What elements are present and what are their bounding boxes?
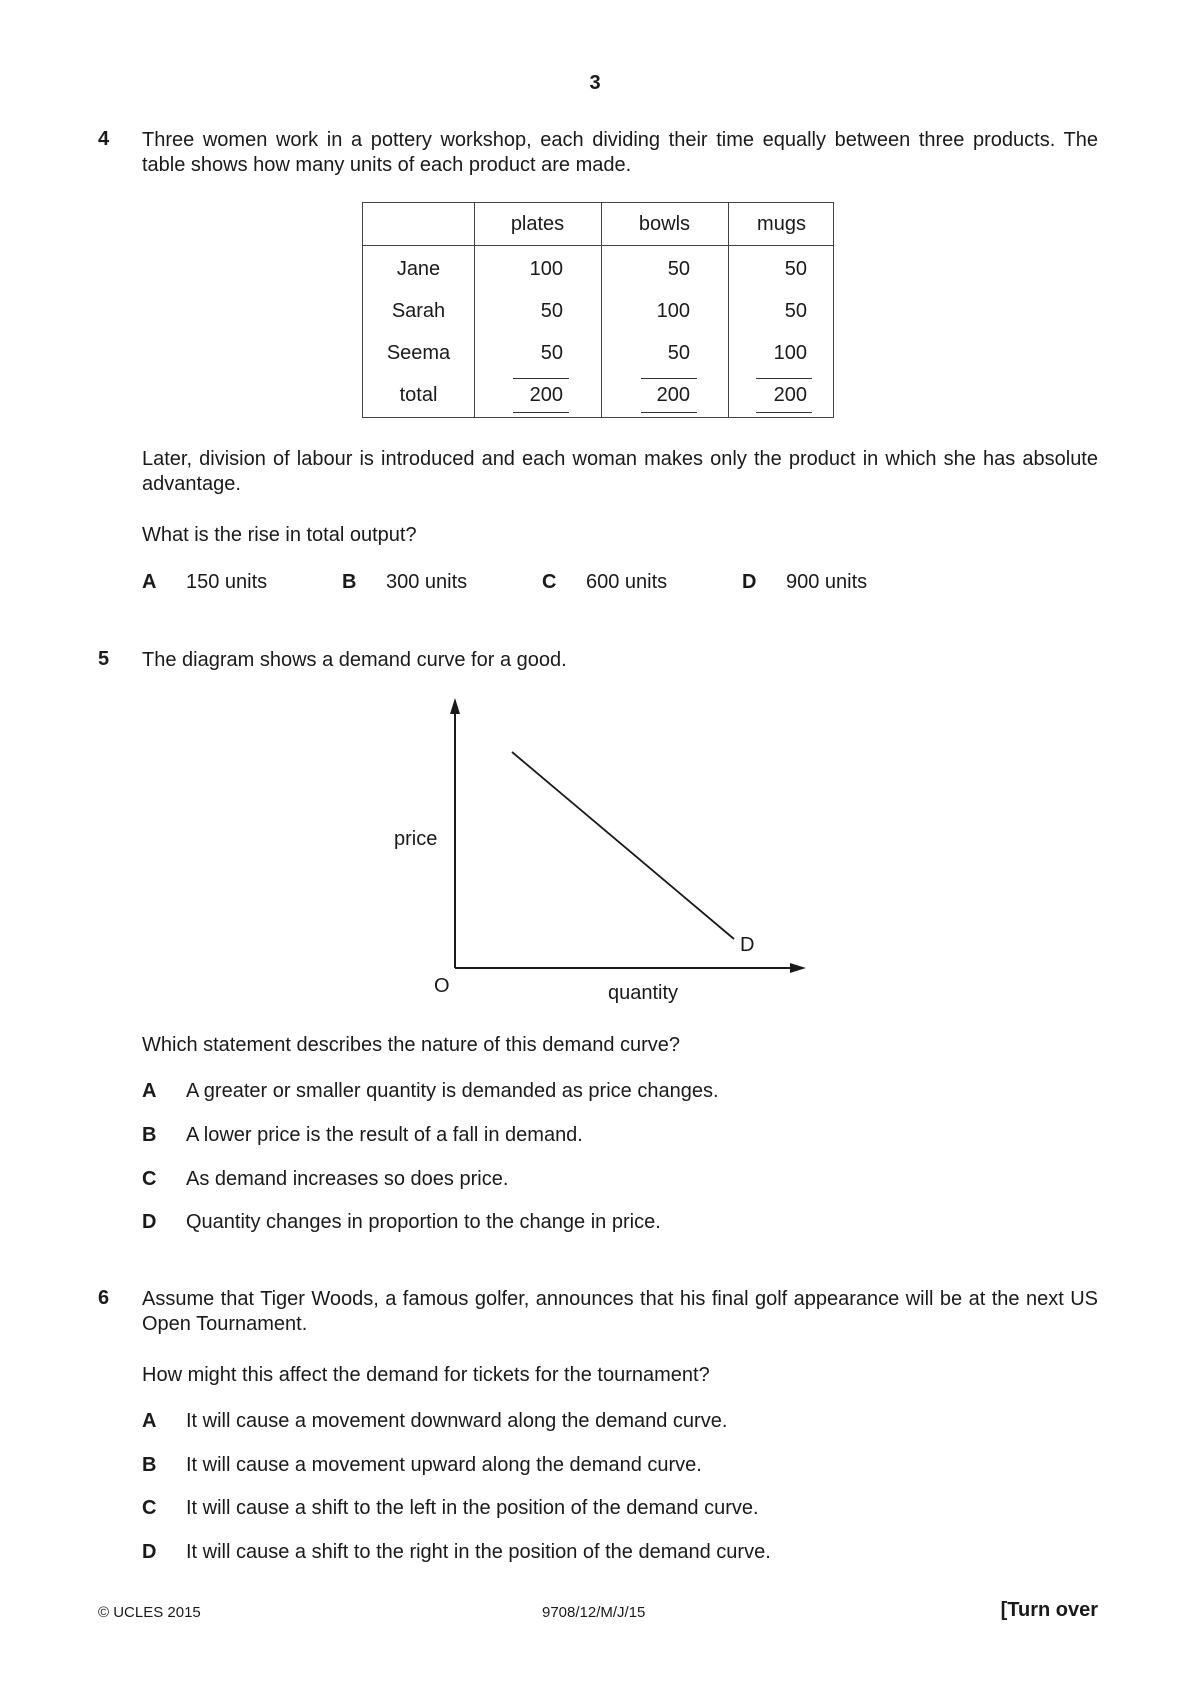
option-text: It will cause a movement downward along the demand curve.	[186, 1410, 728, 1432]
question-5-option-d	[0, 1211, 1190, 1237]
question-5-option-c	[0, 1168, 1190, 1194]
option-letter: D	[142, 1211, 157, 1233]
question-6-option-c	[0, 1497, 1190, 1523]
question-4-later: Later, division of labour is introduced and each woman makes only the product in which she has absolute advantage.	[142, 448, 1098, 495]
question-5-prompt: Which statement describes the nature of this demand curve?	[142, 1034, 681, 1056]
question-4-intro: Three women work in a pottery workshop, each dividing their time equally between three products. The table shows how many units of each product are made.	[142, 129, 1098, 176]
option-letter: A	[142, 571, 157, 593]
table-cell: 50	[540, 342, 563, 364]
table-row-name: total	[399, 384, 438, 406]
table-cell: 200	[773, 384, 807, 406]
table-cell: 200	[656, 384, 690, 406]
y-axis-label: price	[394, 828, 438, 850]
table-header-bowls: bowls	[638, 213, 691, 235]
option-text: It will cause a shift to the left in the position of the demand curve.	[186, 1497, 759, 1519]
option-letter: B	[142, 1454, 157, 1476]
question-4-number: 4	[98, 128, 110, 150]
question-6-option-a	[0, 1410, 1190, 1436]
table-cell: 100	[656, 300, 690, 322]
question-6-prompt: How might this affect the demand for tickets for the tournament?	[142, 1364, 710, 1386]
page-number: 3	[589, 72, 601, 94]
table-header-plates: plates	[510, 213, 565, 235]
question-4-prompt: What is the rise in total output?	[142, 524, 417, 546]
table-cell: 100	[529, 258, 563, 280]
option-letter: A	[142, 1080, 157, 1102]
table-cell: 50	[784, 258, 807, 280]
option-text: A greater or smaller quantity is demanded as price changes.	[186, 1080, 719, 1102]
option-text: Quantity changes in proportion to the change in price.	[186, 1211, 661, 1233]
option-letter: C	[142, 1497, 157, 1519]
option-text: 300 units	[386, 571, 468, 593]
option-letter: C	[542, 571, 557, 593]
x-axis-label: quantity	[608, 982, 679, 1004]
table-row-name: Seema	[386, 342, 451, 364]
option-letter: B	[142, 1124, 157, 1146]
demand-curve-line	[512, 752, 734, 939]
table-cell: 100	[773, 342, 807, 364]
option-letter: D	[742, 571, 757, 593]
question-5-option-a	[0, 1080, 1190, 1106]
x-axis-arrow-icon	[790, 963, 806, 973]
curve-label: D	[740, 934, 755, 956]
option-text: 900 units	[786, 571, 868, 593]
option-letter: A	[142, 1410, 157, 1432]
y-axis-arrow-icon	[450, 698, 460, 714]
table-row-name: Jane	[396, 258, 441, 280]
question-5-intro: The diagram shows a demand curve for a good.	[142, 649, 567, 671]
question-6-option-b	[0, 1454, 1190, 1480]
table-cell: 50	[784, 300, 807, 322]
option-text: As demand increases so does price.	[186, 1168, 509, 1190]
question-5-option-b	[0, 1124, 1190, 1150]
option-text: It will cause a movement upward along the demand curve.	[186, 1454, 702, 1476]
question-6-option-d	[0, 1541, 1190, 1567]
table-cell: 50	[540, 300, 563, 322]
table-row-name: Sarah	[391, 300, 446, 322]
option-letter: C	[142, 1168, 157, 1190]
question-5-number: 5	[98, 648, 110, 670]
option-letter: B	[342, 571, 357, 593]
table-cell: 200	[529, 384, 563, 406]
footer-turn-over: [Turn over	[1000, 1599, 1098, 1621]
option-letter: D	[142, 1541, 157, 1563]
option-text: 150 units	[186, 571, 268, 593]
table-cell: 50	[667, 342, 690, 364]
footer-code: 9708/12/M/J/15	[542, 1604, 646, 1621]
option-text: 600 units	[586, 571, 668, 593]
question-6-intro: Assume that Tiger Woods, a famous golfer, announces that his final golf appearance will be at the next US Open Tournament.	[142, 1288, 1098, 1335]
table-header-mugs: mugs	[757, 213, 806, 235]
option-text: It will cause a shift to the right in the position of the demand curve.	[186, 1541, 771, 1563]
origin-label: O	[434, 975, 450, 997]
option-text: A lower price is the result of a fall in demand.	[186, 1124, 583, 1146]
question-6-number: 6	[98, 1287, 110, 1309]
table-cell: 50	[667, 258, 690, 280]
footer-copyright: © UCLES 2015	[98, 1604, 201, 1621]
